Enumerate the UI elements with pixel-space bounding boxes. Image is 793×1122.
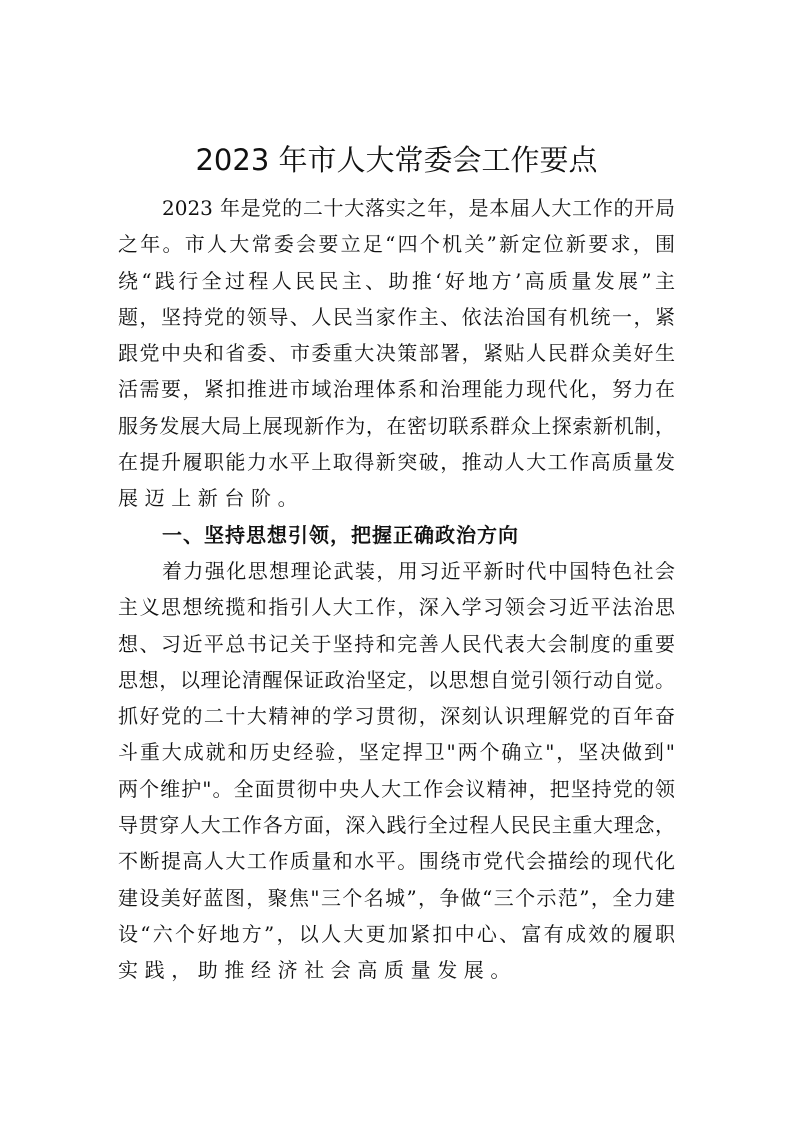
paragraph-line: 建设美好蓝图，聚焦"三个名城”，争做“三个示范”，全力建 [118, 885, 675, 910]
paragraph-line: 想、习近平总书记关于坚持和完善人民代表大会制度的重要 [118, 631, 675, 656]
paragraph-line: 活需要，紧扣推进市域治理体系和治理能力现代化，努力在 [118, 377, 675, 402]
paragraph-line: 设“六个好地方”，以人大更加紧扣中心、富有成效的履职 [118, 921, 675, 946]
paragraph-line: 斗重大成就和历史经验，坚定捍卫"两个确立"，坚决做到" [118, 740, 675, 765]
paragraph-line: 题，坚持党的领导、人民当家作主、依法治国有机统一，紧 [118, 304, 675, 329]
paragraph-line: 抓好党的二十大精神的学习贯彻，深刻认识理解党的百年奋 [118, 704, 675, 729]
paragraph-line: 跟党中央和省委、市委重大决策部署，紧贴人民群众美好生 [118, 341, 675, 366]
intro-paragraph [118, 190, 675, 989]
section-heading: 一、坚持思想引领，把握正确政治方向 [162, 522, 519, 547]
paragraph-line: 绕“践行全过程人民民主、助推‘好地方’高质量发展”主 [118, 268, 675, 293]
paragraph-line: 两个维护"。全面贯彻中央人大工作会议精神，把坚持党的领 [118, 776, 675, 801]
paragraph-line: 主义思想统揽和指引人大工作，深入学习领会习近平法治思 [118, 595, 675, 620]
paragraph-line: 展迈上新台阶。 [118, 486, 305, 511]
paragraph-line: 服务发展大局上展现新作为，在密切联系群众上探索新机制， [118, 413, 675, 438]
paragraph-line: 实践，助推经济社会高质量发展。 [118, 958, 517, 983]
paragraph-line: 不断提高人大工作质量和水平。围绕市党代会描绘的现代化 [118, 849, 675, 874]
paragraph-line: 2023 年是党的二十大落实之年，是本届人大工作的开局 [162, 196, 675, 220]
paragraph-line: 之年。市人大常委会要立足“四个机关”新定位新要求，围 [118, 232, 675, 257]
paragraph-line: 思想，以理论清醒保证政治坚定，以思想自觉引领行动自觉。 [118, 667, 675, 692]
document-title: 2023 年市人大常委会工作要点 [195, 143, 598, 177]
paragraph-line: 着力强化思想理论武装，用习近平新时代中国特色社会 [162, 558, 675, 583]
paragraph-line: 在提升履职能力水平上取得新突破，推动人大工作高质量发 [118, 450, 675, 475]
paragraph-line: 导贯穿人大工作各方面，深入践行全过程人民民主重大理念， [118, 813, 675, 838]
